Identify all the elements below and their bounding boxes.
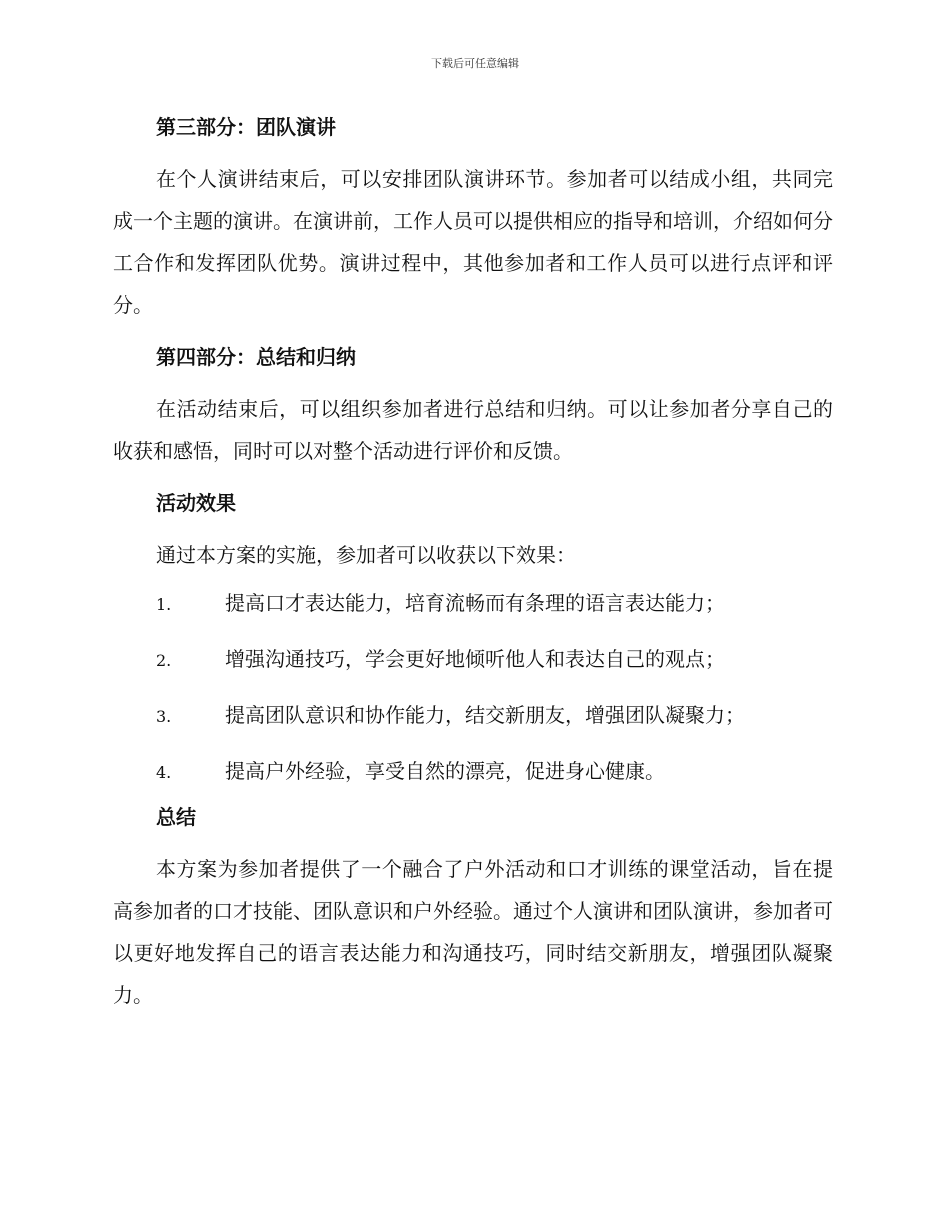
list-text: 提高团队意识和协作能力，结交新朋友，增强团队凝聚力； xyxy=(225,703,745,727)
list-item xyxy=(113,576,833,632)
page-header: 下载后可任意编辑 xyxy=(431,57,519,70)
effect-list xyxy=(113,576,833,800)
list-number: 2. xyxy=(156,651,172,670)
list-text: 增强沟通技巧，学会更好地倾听他人和表达自己的观点； xyxy=(225,647,725,671)
list-text: 提高口才表达能力，培育流畅而有条理的语言表达能力； xyxy=(225,591,725,615)
spacer xyxy=(113,326,833,340)
list-item xyxy=(113,744,833,800)
effect-intro: 通过本方案的实施，参加者可以收获以下效果： xyxy=(156,543,576,567)
list-item xyxy=(113,632,833,688)
spacer xyxy=(113,520,833,534)
list-text: 提高户外经验，享受自然的漂亮，促进身心健康。 xyxy=(225,759,665,783)
list-number: 1. xyxy=(156,595,172,614)
document-body xyxy=(113,110,833,1016)
list-number: 3. xyxy=(156,707,172,726)
spacer xyxy=(113,472,833,486)
section-title-part3: 第三部分：团队演讲 xyxy=(156,115,336,139)
section-title-summary: 总结 xyxy=(156,805,196,829)
spacer xyxy=(113,374,833,388)
list-number: 4. xyxy=(156,763,172,782)
section-title-effect: 活动效果 xyxy=(156,491,236,515)
list-item xyxy=(113,688,833,744)
section-body-part3: 在个人演讲结束后，可以安排团队演讲环节。参加者可以结成小组，共同完成一个主题的演讲。在演讲前，工作人员可以提供相应的指导和培训，介绍如何分工合作和发挥团队优势。演讲过程中，其他参加者和工作人员可以进行点评和评分。 xyxy=(113,167,833,317)
section-title-part4: 第四部分：总结和归纳 xyxy=(156,345,356,369)
section-body-part4: 在活动结束后，可以组织参加者进行总结和归纳。可以让参加者分享自己的收获和感悟，同时可以对整个活动进行评价和反馈。 xyxy=(113,397,833,463)
section-body-summary: 本方案为参加者提供了一个融合了户外活动和口才训练的课堂活动，旨在提高参加者的口才技能、团队意识和户外经验。通过个人演讲和团队演讲，参加者可以更好地发挥自己的语言表达能力和沟通技巧，同时结交新朋友，增强团队凝聚力。 xyxy=(113,857,833,1007)
spacer xyxy=(113,144,833,158)
spacer xyxy=(113,834,833,848)
